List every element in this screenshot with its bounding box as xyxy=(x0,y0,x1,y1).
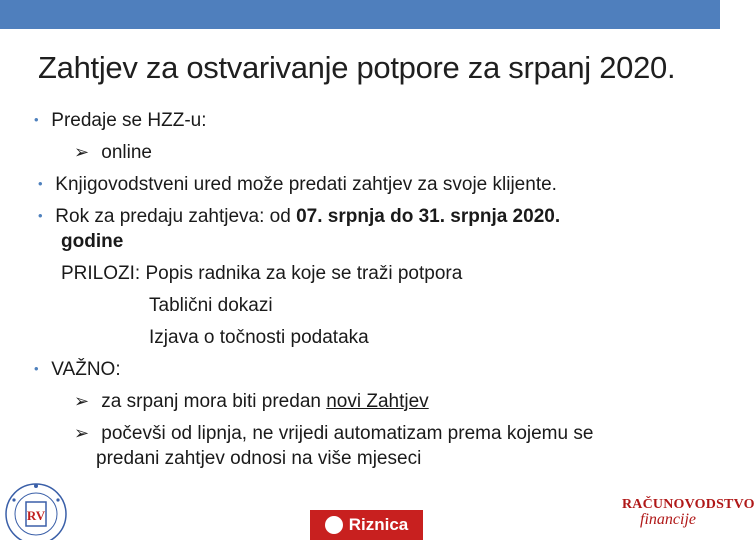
item-text: za srpanj mora biti predan xyxy=(101,391,327,412)
list-item xyxy=(38,206,560,228)
list-item xyxy=(34,359,121,381)
list-item xyxy=(38,174,557,196)
list-item xyxy=(74,423,593,445)
list-item xyxy=(74,142,152,164)
logo-text-line2: financije xyxy=(640,511,696,528)
association-seal-logo xyxy=(2,478,70,540)
list-item xyxy=(34,110,207,132)
bullet-icon: • xyxy=(38,176,43,191)
deadline-text: 07. srpnja do 31. srpnja 2020. xyxy=(296,206,561,227)
logo-text-line1: RAČUNOVODSTVO xyxy=(622,497,755,512)
list-item xyxy=(74,391,429,413)
deadline-text-cont: godine xyxy=(61,231,124,252)
item-text: Knjigovodstveni ured može predati zahtjev za svoje klijente. xyxy=(55,174,557,195)
attachment-item: Tablični dokazi xyxy=(149,295,273,316)
arrow-bullet-icon: ➢ xyxy=(74,142,90,162)
item-text: VAŽNO: xyxy=(51,359,121,380)
attachment-item: Izjava o točnosti podataka xyxy=(149,327,369,348)
item-text-cont: predani zahtjev odnosi na više mjeseci xyxy=(96,448,422,469)
new-request-link: novi Zahtjev xyxy=(326,391,429,412)
riznica-logo-text: Riznica xyxy=(348,515,409,534)
riznica-emblem-icon xyxy=(325,516,343,534)
item-text: počevši od lipnja, ne vrijedi automatizam prema kojemu se xyxy=(101,423,594,444)
arrow-bullet-icon: ➢ xyxy=(74,391,90,411)
item-text: online xyxy=(101,142,152,163)
racunovodstvo-financije-logo xyxy=(622,497,755,540)
slide-title: Zahtjev za ostvarivanje potpore za srpanj 2020. xyxy=(38,50,676,85)
arrow-bullet-icon: ➢ xyxy=(74,423,90,443)
bullet-icon: • xyxy=(34,112,39,127)
item-text: Predaje se HZZ-u: xyxy=(51,110,207,131)
bullet-icon: • xyxy=(38,208,43,223)
svg-text:RV: RV xyxy=(26,508,46,523)
riznica-logo xyxy=(310,510,423,540)
attachments-line: PRILOZI: Popis radnika za koje se traži potpora xyxy=(61,263,463,284)
bullet-icon: • xyxy=(34,361,39,376)
item-text: Rok za predaju zahtjeva: od xyxy=(55,206,297,227)
